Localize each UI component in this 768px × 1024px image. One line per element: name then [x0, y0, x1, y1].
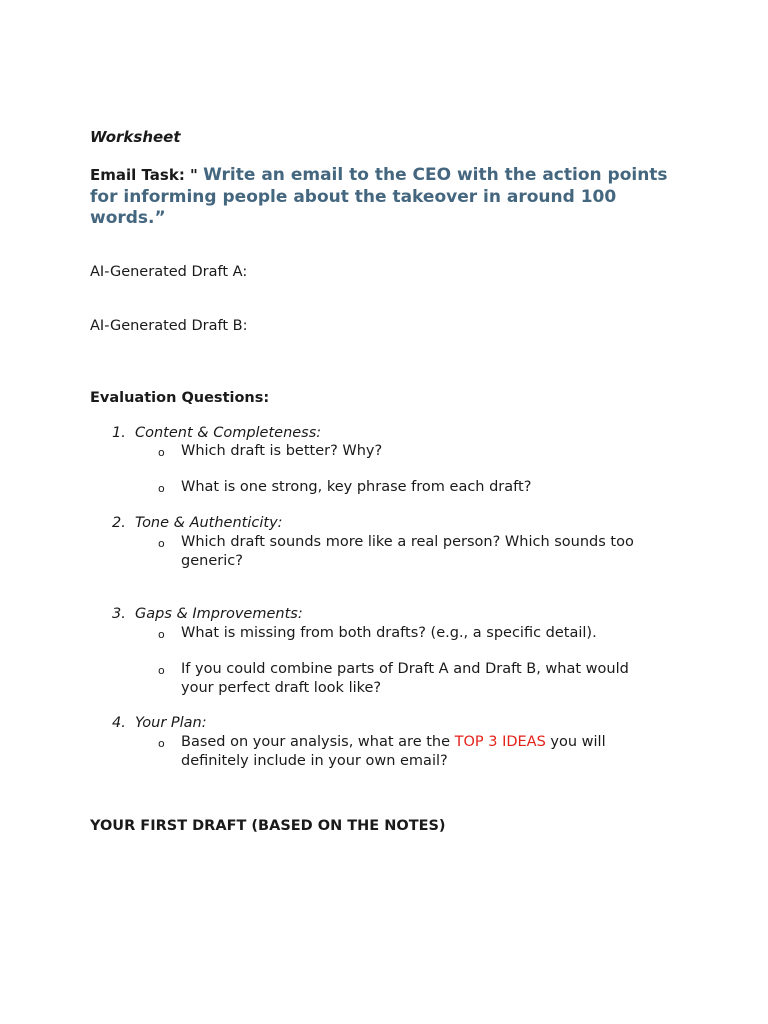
bullet-marker: o [158, 664, 165, 677]
question-number: 2. [112, 515, 126, 531]
bullet-text: If you could combine parts of Draft A and Draft B, what would your perfect draft look like? [181, 661, 629, 696]
evaluation-heading: Evaluation Questions: [90, 390, 270, 406]
question-title: Content & Completeness: [135, 425, 322, 441]
task-quote-open: " [184, 166, 204, 184]
bullet-text: Which draft sounds more like a real person? Which sounds too generic? [181, 534, 634, 569]
bullet-marker: o [158, 482, 165, 495]
bullet-marker: o [158, 446, 165, 459]
worksheet-title: Worksheet [90, 128, 181, 146]
question-title: Tone & Authenticity: [135, 515, 283, 531]
first-draft-heading: YOUR FIRST DRAFT (BASED ON THE NOTES) [90, 818, 446, 834]
question-title: Your Plan: [135, 715, 207, 731]
question-title: Gaps & Improvements: [135, 606, 303, 622]
bullet-text-prefix: Based on your analysis, what are the [181, 734, 455, 750]
top-ideas-highlight: TOP 3 IDEAS [454, 734, 546, 750]
draft-b-label: AI-Generated Draft B: [90, 318, 248, 334]
bullet-marker: o [158, 737, 165, 750]
bullet-marker: o [158, 628, 165, 641]
question-number: 4. [112, 715, 126, 731]
task-prompt: Write an email to the CEO with the action points for informing people about the takeover in around 100 words.” [90, 165, 668, 228]
draft-a-label: AI-Generated Draft A: [90, 264, 248, 280]
question-number: 1. [112, 425, 126, 441]
email-task [90, 165, 690, 230]
bullet-text-suffix: you will definitely include in your own email? [181, 734, 606, 769]
task-label: Email Task: [90, 166, 185, 184]
bullet-text: Which draft is better? Why? [181, 443, 383, 459]
bullet-marker: o [158, 537, 165, 550]
question-number: 3. [112, 606, 126, 622]
bullet-text: What is one strong, key phrase from each draft? [181, 479, 532, 495]
bullet-text: What is missing from both drafts? (e.g., a specific detail). [181, 625, 597, 641]
bullet-text [181, 733, 661, 770]
